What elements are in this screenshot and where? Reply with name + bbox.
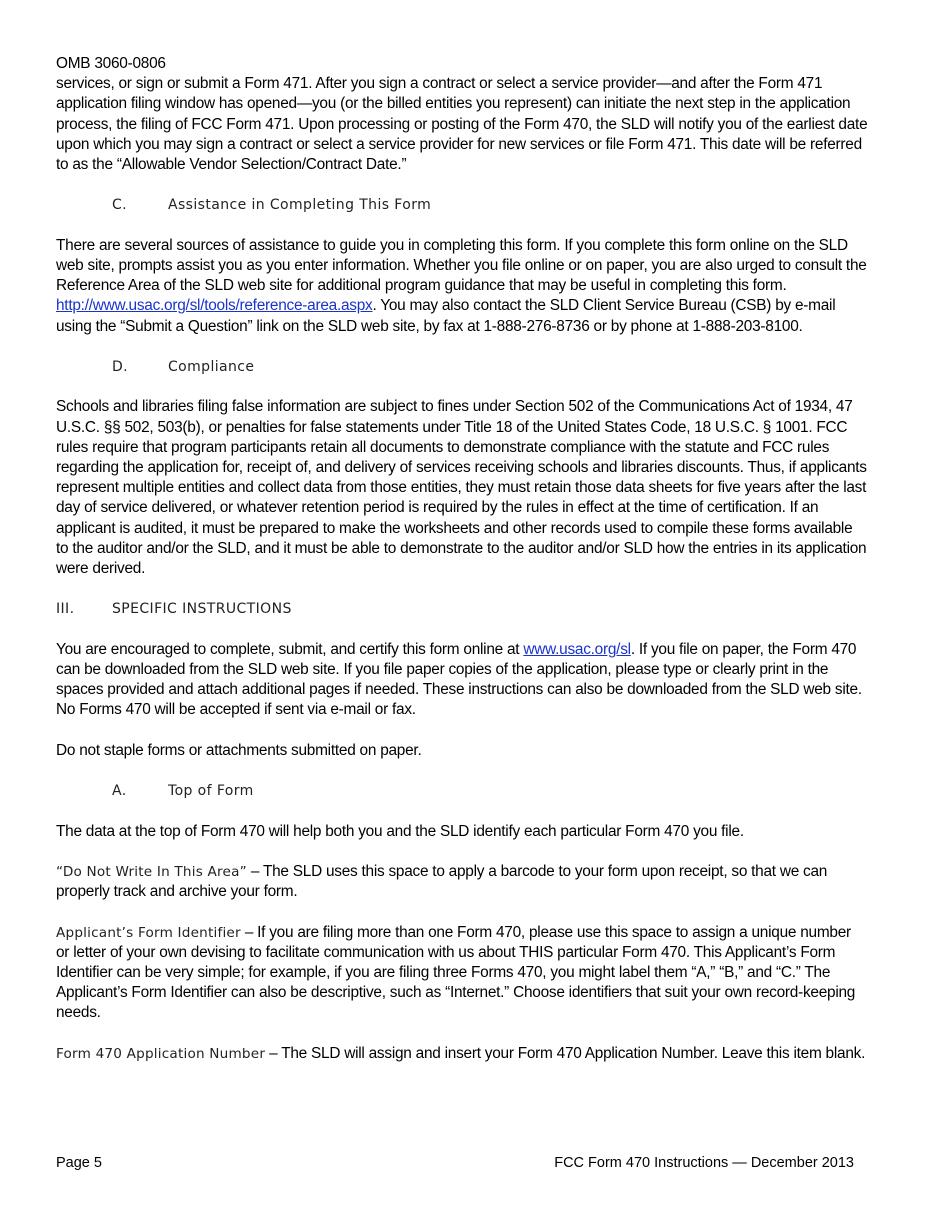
item-do-not-write bbox=[56, 862, 868, 902]
section-iii-heading bbox=[56, 599, 868, 619]
omb-number: OMB 3060-0806 bbox=[56, 55, 166, 72]
section-iii-numeral: III. bbox=[56, 601, 75, 618]
intro-paragraph: services, or sign or submit a Form 471. After you sign a contract or select a service provider—and after the Form 471 application filing window has opened—you (or the billed entities you represent) can initiate the next step in the application process, the filing of FCC Form 471. Upon processing or posting of the Form 470, the SLD will notify you of the earliest date upon which you may sign a contract or select a service provider for new services or file Form 471. This date will be referred to as the “Allowable Vendor Selection/Contract Date.” bbox=[56, 75, 868, 174]
section-iii-text-after: . If you file on paper, the Form 470 can be downloaded from the SLD web site. If you file paper copies of the application, please type or clearly print in the spaces provided and attach additional pages if needed. These instructions can also be downloaded from the SLD web site. No Forms 470 will be accepted if sent via e-mail or fax. bbox=[56, 640, 862, 719]
section-c-paragraph bbox=[56, 236, 868, 337]
usac-sl-link[interactable]: www.usac.org/sl bbox=[523, 640, 631, 658]
item-term: Applicant’s Form Identifier bbox=[56, 924, 241, 941]
section-c-title: Assistance in Completing This Form bbox=[168, 197, 432, 214]
spacer bbox=[56, 721, 868, 741]
section-d-heading bbox=[56, 357, 868, 377]
item-text: – If you are filing more than one Form 470, please use this space to assign a unique number or letter of your own devising to facilitate communication with us about THIS particular Form 470. This Applicant’s Form Identifier can be very simple; for example, if you are filing three Forms 470, you might label them “A,” “B,” and “C.” The Applicant’s Form Identifier can also be descriptive, such as “Internet.” Choose identifiers that suit your own record-keeping needs. bbox=[56, 923, 856, 1022]
spacer bbox=[56, 620, 868, 640]
section-c-text-after: . You may also contact the SLD Client Service Bureau (CSB) by e-mail using the “Submit a Question” link on the SLD web site, by fax at 1-888-276-8736 or by phone at 1-888-203-8100. bbox=[56, 297, 836, 335]
spacer bbox=[56, 761, 868, 781]
section-a-heading bbox=[56, 781, 868, 801]
spacer bbox=[56, 801, 868, 821]
section-iii-title: SPECIFIC INSTRUCTIONS bbox=[112, 601, 292, 618]
item-term: “Do Not Write In This Area” bbox=[56, 863, 247, 880]
spacer bbox=[56, 902, 868, 922]
page-footer bbox=[56, 1155, 854, 1171]
spacer bbox=[56, 579, 868, 599]
spacer bbox=[56, 216, 868, 236]
section-a-title: Top of Form bbox=[168, 783, 254, 800]
page-number: Page 5 bbox=[56, 1155, 102, 1171]
reference-area-link[interactable]: http://www.usac.org/sl/tools/reference-area.aspx bbox=[56, 297, 373, 315]
section-a-letter: A. bbox=[112, 783, 127, 800]
item-text: – The SLD uses this space to apply a barcode to your form upon receipt, so that we can properly track and archive your form. bbox=[56, 862, 828, 901]
item-application-number bbox=[56, 1044, 868, 1064]
section-c-heading bbox=[56, 195, 868, 215]
footer-title: FCC Form 470 Instructions — December 2013 bbox=[554, 1155, 854, 1171]
staple-notice: Do not staple forms or attachments submitted on paper. bbox=[56, 741, 422, 759]
section-a-intro: The data at the top of Form 470 will help both you and the SLD identify each particular Form 470 you file. bbox=[56, 822, 744, 840]
spacer bbox=[56, 337, 868, 357]
spacer bbox=[56, 175, 868, 195]
spacer bbox=[56, 377, 868, 397]
section-iii-text-before: You are encouraged to complete, submit, and certify this form online at bbox=[56, 640, 524, 658]
item-text: – The SLD will assign and insert your Form 470 Application Number. Leave this item blank. bbox=[265, 1044, 866, 1062]
section-iii-paragraph bbox=[56, 640, 868, 721]
spacer bbox=[56, 842, 868, 862]
spacer bbox=[56, 1024, 868, 1044]
item-applicant-form-identifier bbox=[56, 923, 868, 1024]
section-d-title: Compliance bbox=[168, 359, 255, 375]
item-term: Form 470 Application Number bbox=[56, 1045, 266, 1062]
section-c-letter: C. bbox=[112, 197, 128, 214]
section-d-paragraph: Schools and libraries filing false information are subject to fines under Section 502 of the Communications Act of 1934, 47 U.S.C. §§ 502, 503(b), or penalties for false statements under Title 18 of the United States Code, 18 U.S.C. § 1001. FCC rules require that program participants retain all documents to demonstrate compliance with the statute and FCC rules regarding the application for, receipt of, and delivery of services receiving schools and libraries discounts. Thus, if applicants represent multiple entities and collect data from those entities, they must retain those data sheets for five years after the last day of service delivered, or whatever retention period is required by the rules in effect at the time of certification. If an applicant is audited, it must be prepared to make the worksheets and other records used to compile these forms available to the auditor and/or the SLD, and it must be able to demonstrate to the auditor and/or SLD how the entries in its application were derived. bbox=[56, 398, 867, 578]
document-page bbox=[56, 54, 868, 1064]
section-c-text-before: There are several sources of assistance to guide you in completing this form. If you complete this form online on the SLD web site, prompts assist you as you enter information. Whether you file online or on paper, you are also urged to consult the Reference Area of the SLD web site for additional program guidance that may be useful in completing this form. bbox=[56, 236, 867, 295]
section-d-letter: D. bbox=[112, 359, 129, 375]
